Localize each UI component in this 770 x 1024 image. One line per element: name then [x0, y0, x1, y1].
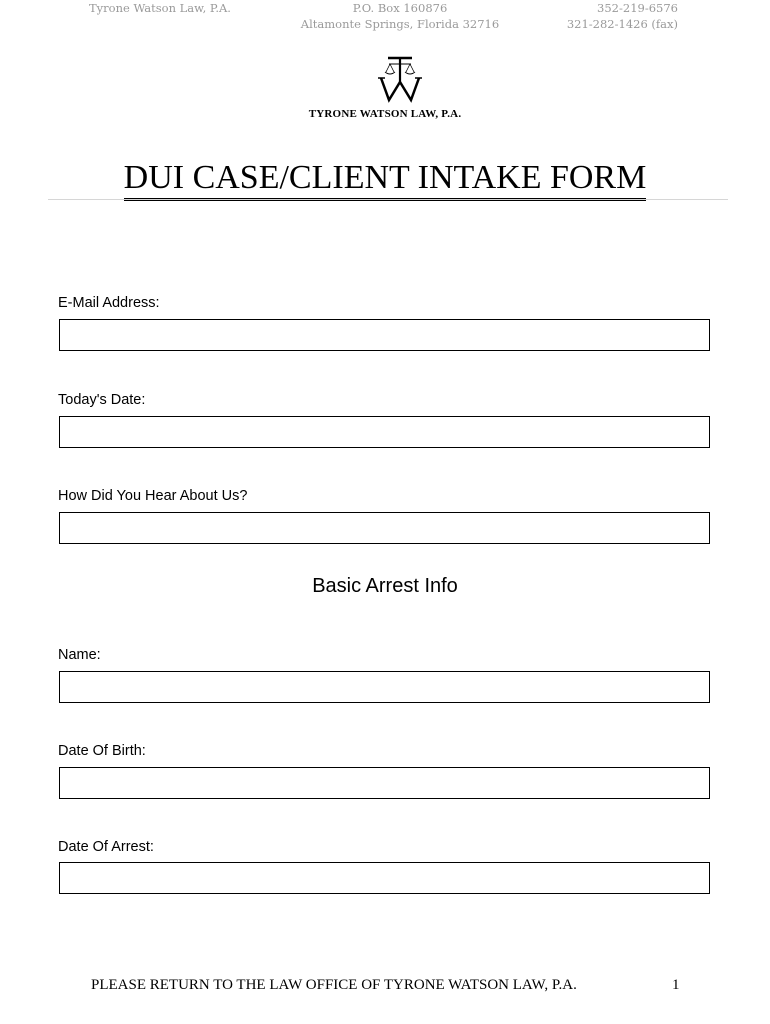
header-contact: [560, 0, 678, 32]
date-of-arrest-field[interactable]: [59, 862, 710, 894]
footer-text: PLEASE RETURN TO THE LAW OFFICE OF TYRONE WATSON LAW, P.A.: [91, 977, 577, 993]
date-of-birth-field[interactable]: [59, 767, 710, 799]
referral-source-label: How Did You Hear About Us?: [58, 488, 248, 504]
header-city: Altamonte Springs, Florida 32716: [300, 17, 500, 31]
header-phone: 352-219-6576: [597, 1, 678, 15]
email-label: E-Mail Address:: [58, 295, 160, 311]
todays-date-field[interactable]: [59, 416, 710, 448]
firm-logo-icon: [377, 54, 423, 104]
date-of-arrest-label: Date Of Arrest:: [58, 839, 154, 855]
page-title-text: DUI CASE/CLIENT INTAKE FORM: [124, 158, 647, 201]
header-fax: 321-282-1426 (fax): [566, 17, 678, 31]
logo-firm-name: TYRONE WATSON LAW, P.A.: [308, 108, 462, 120]
page-title: [0, 158, 770, 201]
header-po-box: P.O. Box 160876: [352, 1, 448, 15]
header-firm-name: Tyrone Watson Law, P.A.: [89, 1, 231, 15]
name-label: Name:: [58, 647, 101, 663]
section-heading: Basic Arrest Info: [312, 575, 458, 597]
referral-source-field[interactable]: [59, 512, 710, 544]
header-address: [300, 0, 500, 32]
name-field[interactable]: [59, 671, 710, 703]
date-of-birth-label: Date Of Birth:: [58, 743, 146, 759]
todays-date-label: Today's Date:: [58, 392, 146, 408]
email-field[interactable]: [59, 319, 710, 351]
title-divider: [48, 199, 728, 200]
page-number: 1: [672, 977, 680, 993]
